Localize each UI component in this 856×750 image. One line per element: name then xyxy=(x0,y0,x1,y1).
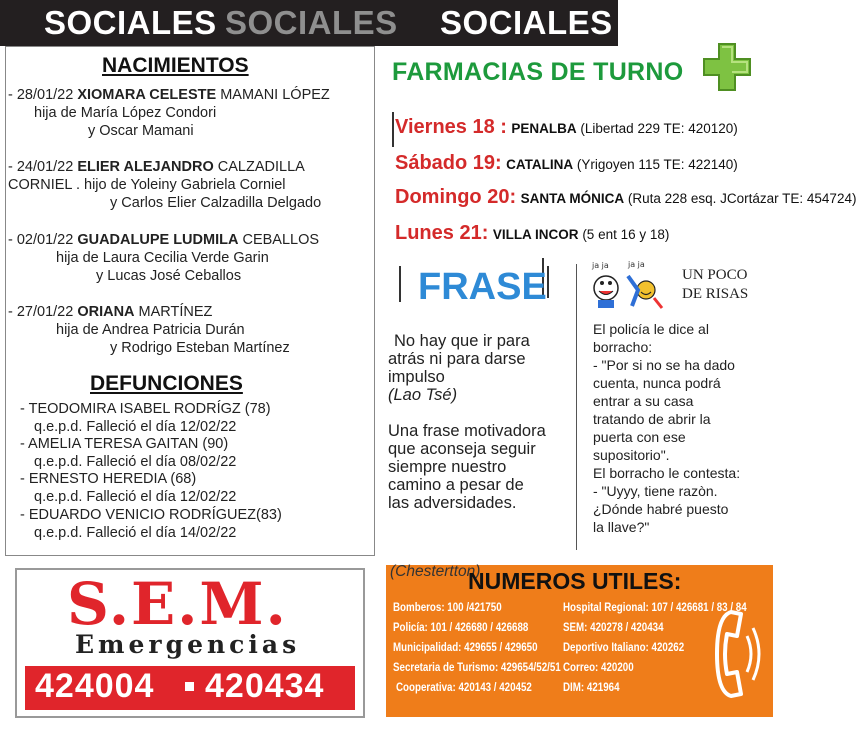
frase-line: impulso xyxy=(388,368,445,386)
defuncion-detail: q.e.p.d. Falleció el día 12/02/22 xyxy=(34,489,237,505)
cartoon-jokes-icon xyxy=(588,258,668,310)
header-word-3: SOCIALES xyxy=(440,4,613,41)
defuncion-detail: q.e.p.d. Falleció el día 12/02/22 xyxy=(34,419,237,435)
numero-item: Municipalidad: 429655 / 429650 xyxy=(393,642,538,654)
numero-item: SEM: 420278 / 420434 xyxy=(563,622,664,634)
entry-date: - 02/01/22 xyxy=(8,232,78,248)
entry-parent-2: y Oscar Mamani xyxy=(88,123,194,139)
defuncion-name: - TEODOMIRA ISABEL RODRÍGZ (78) xyxy=(20,401,271,417)
entry-parent-2: y Lucas José Ceballos xyxy=(96,268,242,284)
frase-bar-right-2 xyxy=(547,266,549,298)
farmacias-title: FARMACIAS DE TURNO xyxy=(392,58,684,86)
farmacia-day: Domingo 20: xyxy=(395,186,517,208)
farmacia-info: (5 ent 16 y 18) xyxy=(578,227,670,242)
defuncion-entry-2 xyxy=(20,435,236,471)
farmacia-name: PENALBA xyxy=(511,121,577,136)
nacimiento-entry-1 xyxy=(8,86,330,140)
risas-line: cuenta, nunca podrá xyxy=(593,375,721,391)
entry-parent-1: hija de Andrea Patricia Durán xyxy=(56,322,245,338)
svg-text:ja ja: ja ja xyxy=(592,261,609,270)
defuncion-entry-4 xyxy=(20,506,282,542)
frase-text xyxy=(388,332,573,512)
telephone-icon xyxy=(713,608,765,700)
risas-title-line: DE RISAS xyxy=(682,286,749,302)
risas-line: - "Uyyy, tiene razòn. xyxy=(593,483,718,499)
sem-advert xyxy=(15,568,365,718)
numeros-utiles-title: NUMEROS UTILES: xyxy=(468,568,682,594)
numero-item: Secretaria de Turismo: 429654/52/51 xyxy=(393,662,561,674)
farmacia-name: SANTA MÓNICA xyxy=(520,191,625,206)
risas-line: supositorio". xyxy=(593,447,670,463)
header-bar xyxy=(0,0,618,46)
frase-title: FRASE xyxy=(418,266,547,308)
numero-item: Bomberos: 100 /421750 xyxy=(393,602,502,614)
entry-parent-2: y Carlos Elier Calzadilla Delgado xyxy=(110,195,322,211)
nacimientos-title: NACIMIENTOS xyxy=(102,54,249,77)
frase-line: Una frase motivadora xyxy=(388,422,546,440)
numero-item: Hospital Regional: 107 / 426681 / 83 / 84 xyxy=(563,602,747,614)
farmacia-info: (Libertad 229 TE: 420120) xyxy=(576,121,738,136)
defuncion-detail: q.e.p.d. Falleció el día 14/02/22 xyxy=(34,525,237,541)
numero-item: DIM: 421964 xyxy=(563,682,620,694)
entry-date: - 28/01/22 xyxy=(8,87,78,103)
risas-line: El borracho le contesta: xyxy=(593,465,741,481)
defuncion-detail: q.e.p.d. Falleció el día 08/02/22 xyxy=(34,454,237,470)
entry-surname: MARTÍNEZ xyxy=(134,304,213,320)
risas-line: - "Por si no se ha dado xyxy=(593,357,735,373)
risas-title xyxy=(682,266,748,304)
farmacia-row-4 xyxy=(395,222,669,245)
defuncion-entry-3 xyxy=(20,470,236,506)
farmacia-info: (Yrigoyen 115 TE: 422140) xyxy=(573,157,738,172)
nacimiento-entry-2 xyxy=(8,158,321,212)
risas-line: ¿Dónde habré puesto xyxy=(593,501,729,517)
defuncion-name: - AMELIA TERESA GAITAN (90) xyxy=(20,436,229,452)
risas-line: borracho: xyxy=(593,339,653,355)
entry-surname: CALZADILLA xyxy=(213,159,305,175)
numero-item: Policía: 101 / 426680 / 426688 xyxy=(393,622,529,634)
sem-phone-band xyxy=(25,666,355,710)
sem-logo: S.E.M. xyxy=(67,570,288,638)
risas-line: entrar a su casa xyxy=(593,393,694,409)
frase-author-2: (Chestertton) xyxy=(390,563,481,580)
entry-name: XIOMARA CELESTE xyxy=(77,87,217,103)
risas-line: puerta con ese xyxy=(593,429,686,445)
numero-item: Deportivo Italiano: 420262 xyxy=(563,642,685,654)
green-cross-icon xyxy=(700,40,754,94)
risas-title-line: UN POCO xyxy=(682,267,748,283)
entry-name: GUADALUPE LUDMILA xyxy=(77,232,239,248)
frase-line: No hay que ir para xyxy=(394,332,530,350)
farmacia-name: CATALINA xyxy=(506,157,574,172)
entry-surname: CEBALLOS xyxy=(238,232,320,248)
header-word-1: SOCIALES xyxy=(44,4,217,41)
entry-date: - 24/01/22 xyxy=(8,159,78,175)
sem-phone-1: 424004 xyxy=(35,667,155,705)
nacimiento-entry-4 xyxy=(8,303,290,357)
farmacias-bar xyxy=(392,112,394,147)
defunciones-title: DEFUNCIONES xyxy=(90,372,243,395)
defuncion-entry-1 xyxy=(20,400,271,436)
defuncion-name: - EDUARDO VENICIO RODRÍGUEZ(83) xyxy=(20,507,282,523)
nacimiento-entry-3 xyxy=(8,231,319,285)
farmacia-row-1 xyxy=(395,116,738,139)
entry-parent-1: hija de María López Condori xyxy=(34,105,217,121)
sem-subtitle: Emergencias xyxy=(75,630,301,659)
entry-parent-1: CORNIEL . hijo de Yoleiny Gabriela Corniel xyxy=(8,177,286,193)
sem-separator xyxy=(185,682,194,691)
farmacia-day: Sábado 19: xyxy=(395,152,502,174)
frase-line: que aconseja seguir xyxy=(388,440,536,458)
entry-name: ELIER ALEJANDRO xyxy=(77,159,214,175)
risas-line: la llave?" xyxy=(593,519,650,535)
farmacia-row-2 xyxy=(395,152,738,175)
entry-parent-1: hija de Laura Cecilia Verde Garin xyxy=(56,250,269,266)
entry-surname: MAMANI LÓPEZ xyxy=(216,87,330,103)
frase-line: las adversidades. xyxy=(388,494,517,512)
frase-author: (Lao Tsé) xyxy=(388,386,458,404)
entry-parent-2: y Rodrigo Esteban Martínez xyxy=(110,340,290,356)
frase-line: camino a pesar de xyxy=(388,476,524,494)
farmacia-row-3 xyxy=(395,186,856,209)
risas-text xyxy=(593,320,783,536)
risas-line: El policía le dice al xyxy=(593,321,709,337)
farmacia-day: Lunes 21: xyxy=(395,222,489,244)
svg-text:ja ja: ja ja xyxy=(628,260,645,269)
numero-item: Correo: 420200 xyxy=(563,662,634,674)
farmacia-day: Viernes 18 : xyxy=(395,116,507,138)
farmacia-name: VILLA INCOR xyxy=(492,227,579,242)
defuncion-name: - ERNESTO HEREDIA (68) xyxy=(20,471,197,487)
entry-date: - 27/01/22 xyxy=(8,304,78,320)
sem-phone-2: 420434 xyxy=(205,667,325,705)
column-divider xyxy=(576,264,577,550)
numero-item: Cooperativa: 420143 / 420452 xyxy=(396,682,532,694)
frase-bar-left xyxy=(399,266,401,302)
farmacia-info: (Ruta 228 esq. JCortázar TE: 454724) xyxy=(624,191,856,206)
risas-line: tratando de abrir la xyxy=(593,411,711,427)
entry-name: ORIANA xyxy=(77,304,135,320)
frase-line: siempre nuestro xyxy=(388,458,507,476)
header-word-2: SOCIALES xyxy=(225,4,398,41)
frase-line: atrás ni para darse xyxy=(388,350,526,368)
